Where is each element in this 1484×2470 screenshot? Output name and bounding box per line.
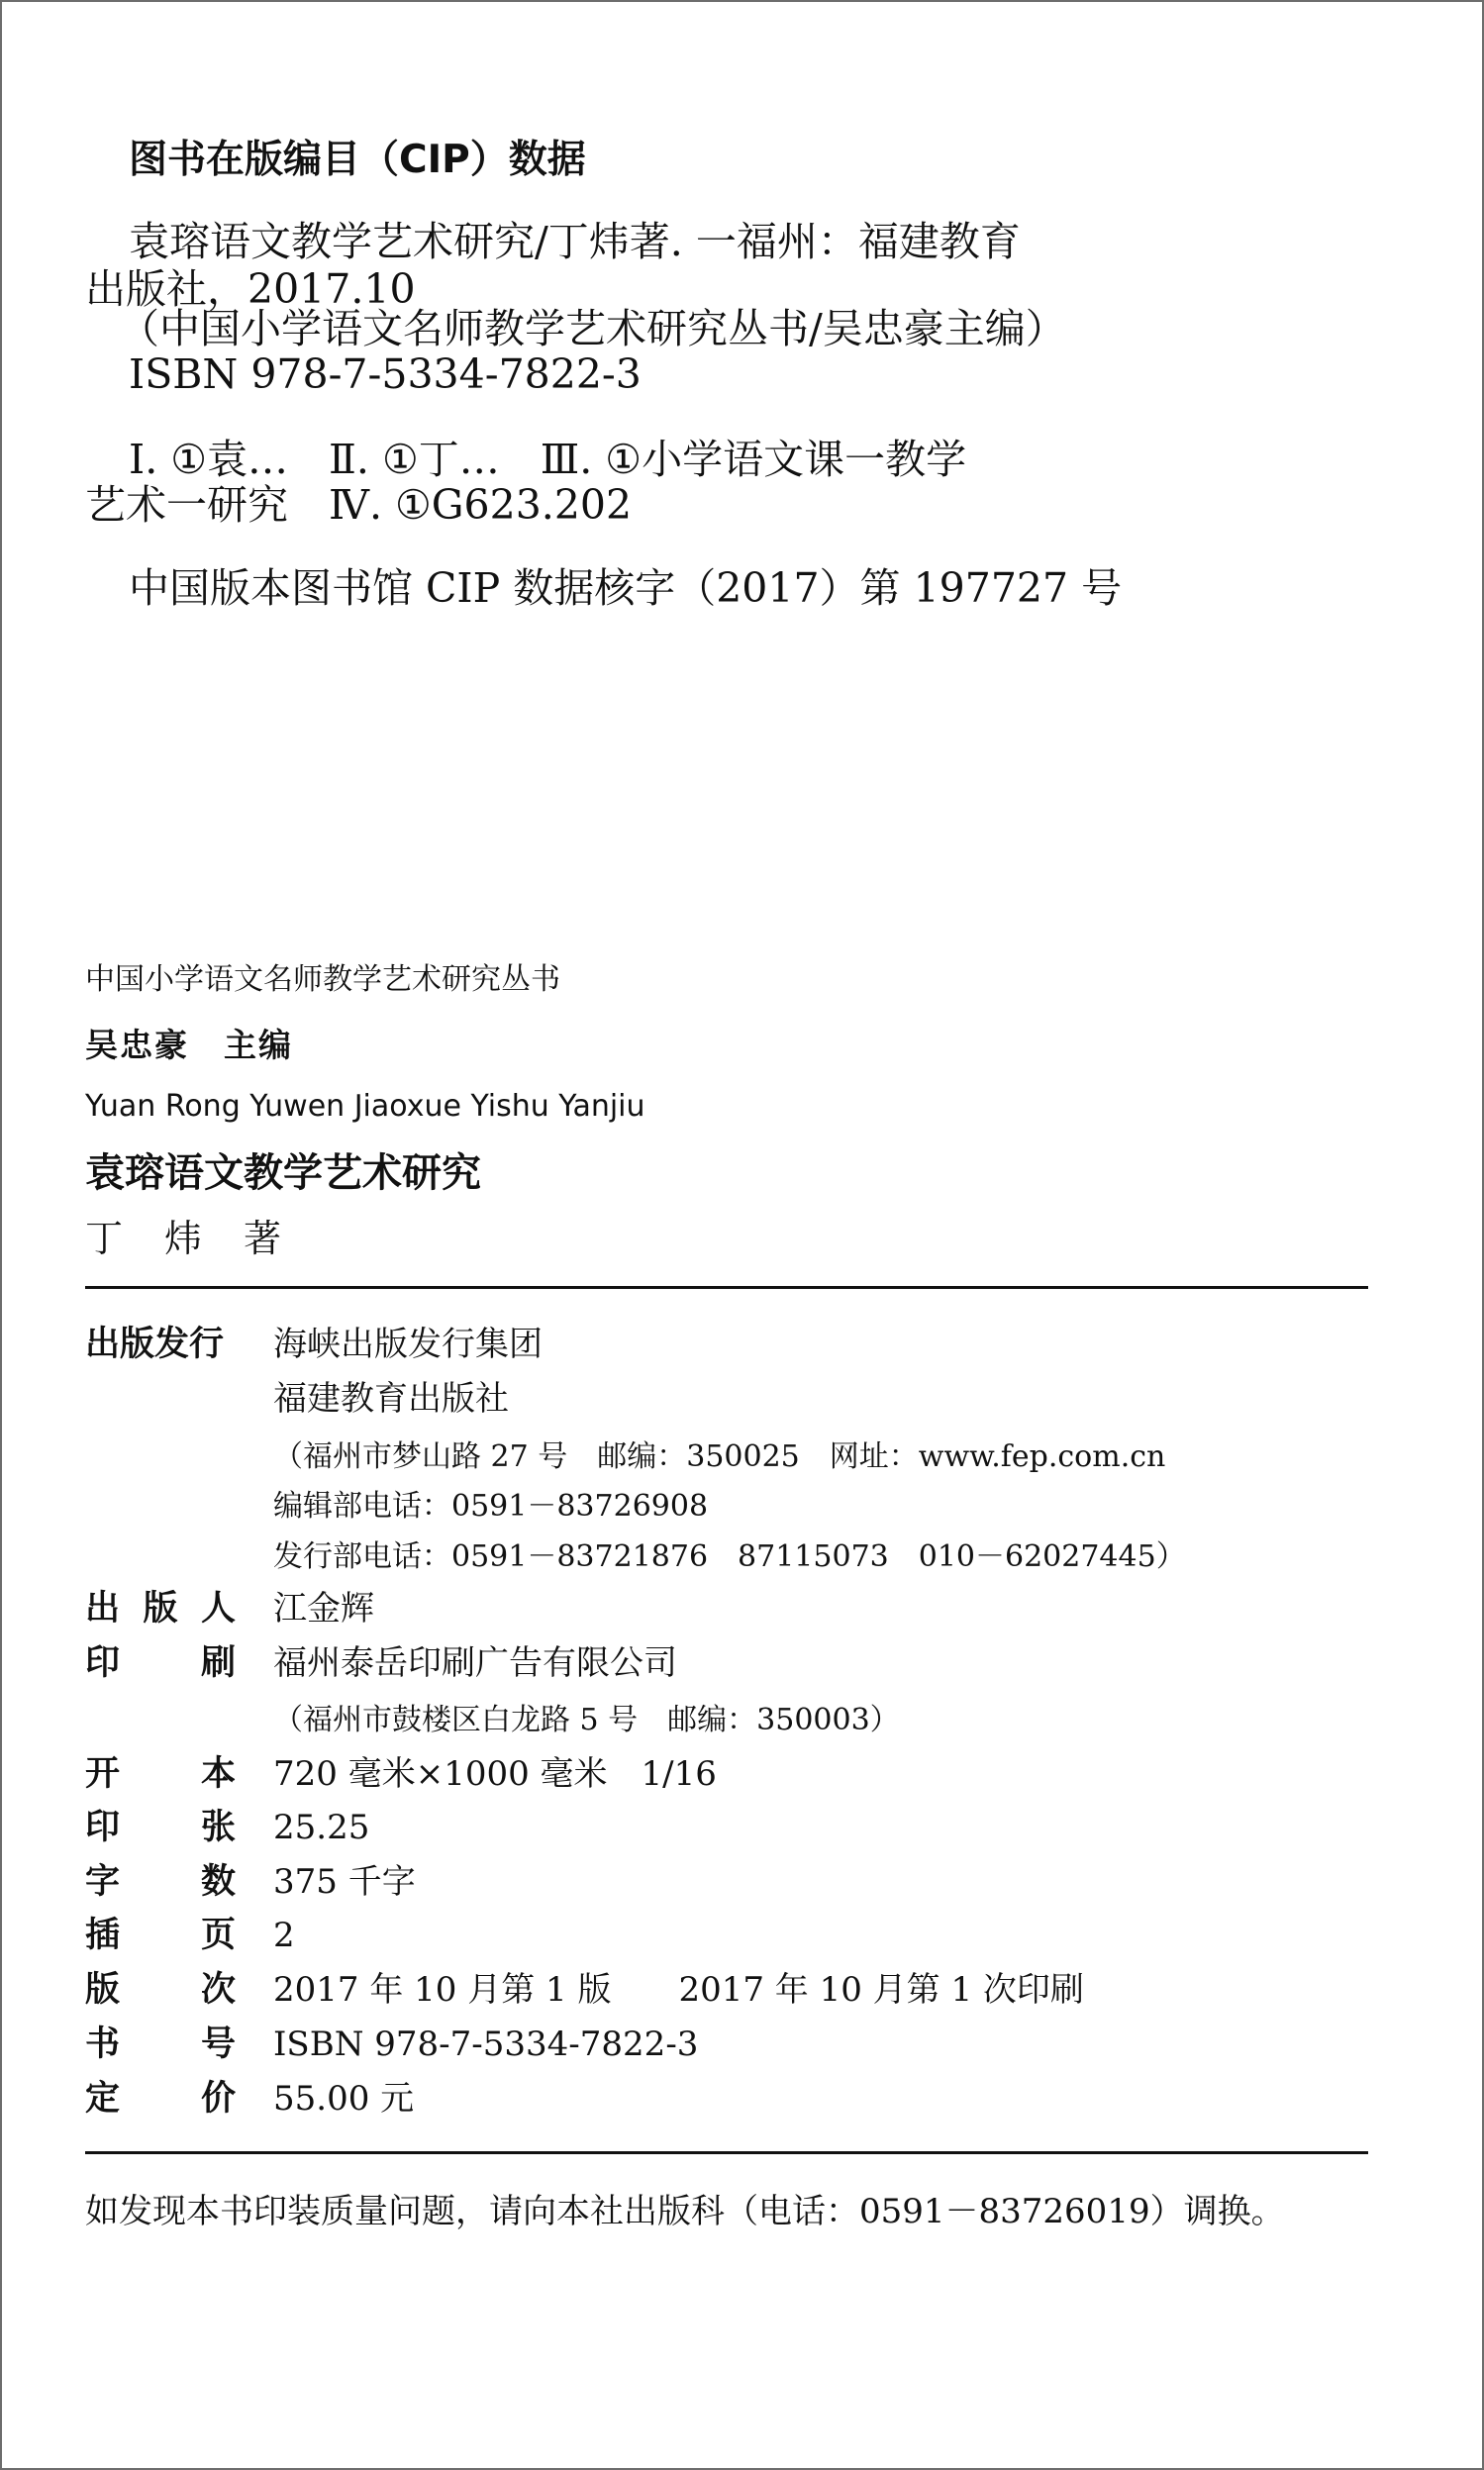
cip-line-series: （中国小学语文名师教学艺术研究丛书/吴忠豪主编）: [119, 305, 1066, 352]
label-price: [85, 2079, 236, 2119]
label-format: [85, 1754, 236, 1794]
label-edition: [85, 1970, 236, 2010]
label-price-char-1: 定: [85, 2079, 121, 2119]
isbn: ISBN 978-7-5334-7822-3: [273, 2025, 699, 2064]
cip-line-data-number: 中国版本图书馆 CIP 数据核字（2017）第 197727 号: [129, 564, 1123, 612]
label-isbn-char-2: 号: [200, 2025, 236, 2064]
label-sheets-char-2: 张: [200, 1808, 236, 1847]
label-sheets-char-1: 印: [85, 1808, 121, 1847]
publisher-address: （福州市梦山路 27 号 邮编：350025 网址：www.fep.com.cn: [273, 1439, 1166, 1474]
words: 375 千字: [273, 1862, 416, 1902]
label-format-char-1: 开: [85, 1754, 121, 1794]
label-edition-char-1: 版: [85, 1970, 121, 2010]
bottom-divider: [85, 2151, 1368, 2154]
chief-editor: 吴忠豪 主编: [85, 1026, 293, 1064]
book-author: 丁炜著: [85, 1217, 324, 1260]
cip-line-classification: Ⅰ. ①袁… Ⅱ. ①丁… Ⅲ. ①小学语文课一教学: [129, 436, 967, 483]
cip-line-title-author: 袁瑢语文教学艺术研究/丁炜著. 一福州：福建教育: [129, 218, 1021, 265]
label-issuer-char-1: 出: [85, 1589, 121, 1629]
label-issuer-char-3: 人: [200, 1589, 236, 1629]
label-printer: [85, 1643, 236, 1683]
label-printer-char-1: 印: [85, 1643, 121, 1683]
label-price-char-2: 价: [200, 2079, 236, 2119]
label-words: [85, 1862, 236, 1902]
label-isbn-char-1: 书: [85, 2025, 121, 2064]
plates: 2: [273, 1916, 295, 1955]
cip-line-publisher: 出版社，2017.10: [85, 265, 416, 313]
printer-address: （福州市鼓楼区白龙路 5 号 邮编：350003）: [273, 1703, 900, 1737]
sales-phone: 发行部电话：0591－83721876 87115073 010－62027445）: [273, 1539, 1186, 1574]
label-plates-char-1: 插: [85, 1916, 121, 1955]
quality-notice: 如发现本书印装质量问题，请向本社出版科（电话：0591－83726019）调换。: [85, 2192, 1285, 2231]
printer: 福州泰岳印刷广告有限公司: [273, 1643, 677, 1683]
cip-title: 图书在版编目（CIP）数据: [129, 138, 586, 182]
label-isbn: [85, 2025, 236, 2064]
editorial-phone: 编辑部电话：0591－83726908: [273, 1489, 709, 1524]
label-words-char-1: 字: [85, 1862, 121, 1902]
edition: 2017 年 10 月第 1 版 2017 年 10 月第 1 次印刷: [273, 1970, 1084, 2010]
label-format-char-2: 本: [200, 1754, 236, 1794]
book-title-pinyin: Yuan Rong Yuwen Jiaoxue Yishu Yanjiu: [85, 1089, 645, 1124]
top-divider: [85, 1286, 1368, 1289]
label-printer-char-2: 刷: [200, 1643, 236, 1683]
label-words-char-2: 数: [200, 1862, 236, 1902]
publisher-group: 海峡出版发行集团: [273, 1325, 543, 1364]
label-plates-char-2: 页: [200, 1916, 236, 1955]
label-issuer-char-2: 版: [143, 1589, 178, 1629]
book-title: 袁瑢语文教学艺术研究: [85, 1150, 481, 1196]
label-publisher: 出版发行: [85, 1325, 225, 1364]
publisher: 福建教育出版社: [273, 1379, 509, 1419]
issuer: 江金辉: [273, 1589, 374, 1629]
cip-line-isbn: ISBN 978-7-5334-7822-3: [129, 350, 642, 398]
label-plates: [85, 1916, 236, 1955]
cip-line-classification-cont: 艺术一研究 Ⅳ. ①G623.202: [85, 481, 633, 529]
label-edition-char-2: 次: [200, 1970, 236, 2010]
price: 55.00 元: [273, 2079, 415, 2119]
format: 720 毫米×1000 毫米 1/16: [273, 1754, 717, 1794]
series-name: 中国小学语文名师教学艺术研究丛书: [85, 962, 560, 997]
sheets: 25.25: [273, 1808, 370, 1847]
label-sheets: [85, 1808, 236, 1847]
label-issuer: [85, 1589, 236, 1629]
